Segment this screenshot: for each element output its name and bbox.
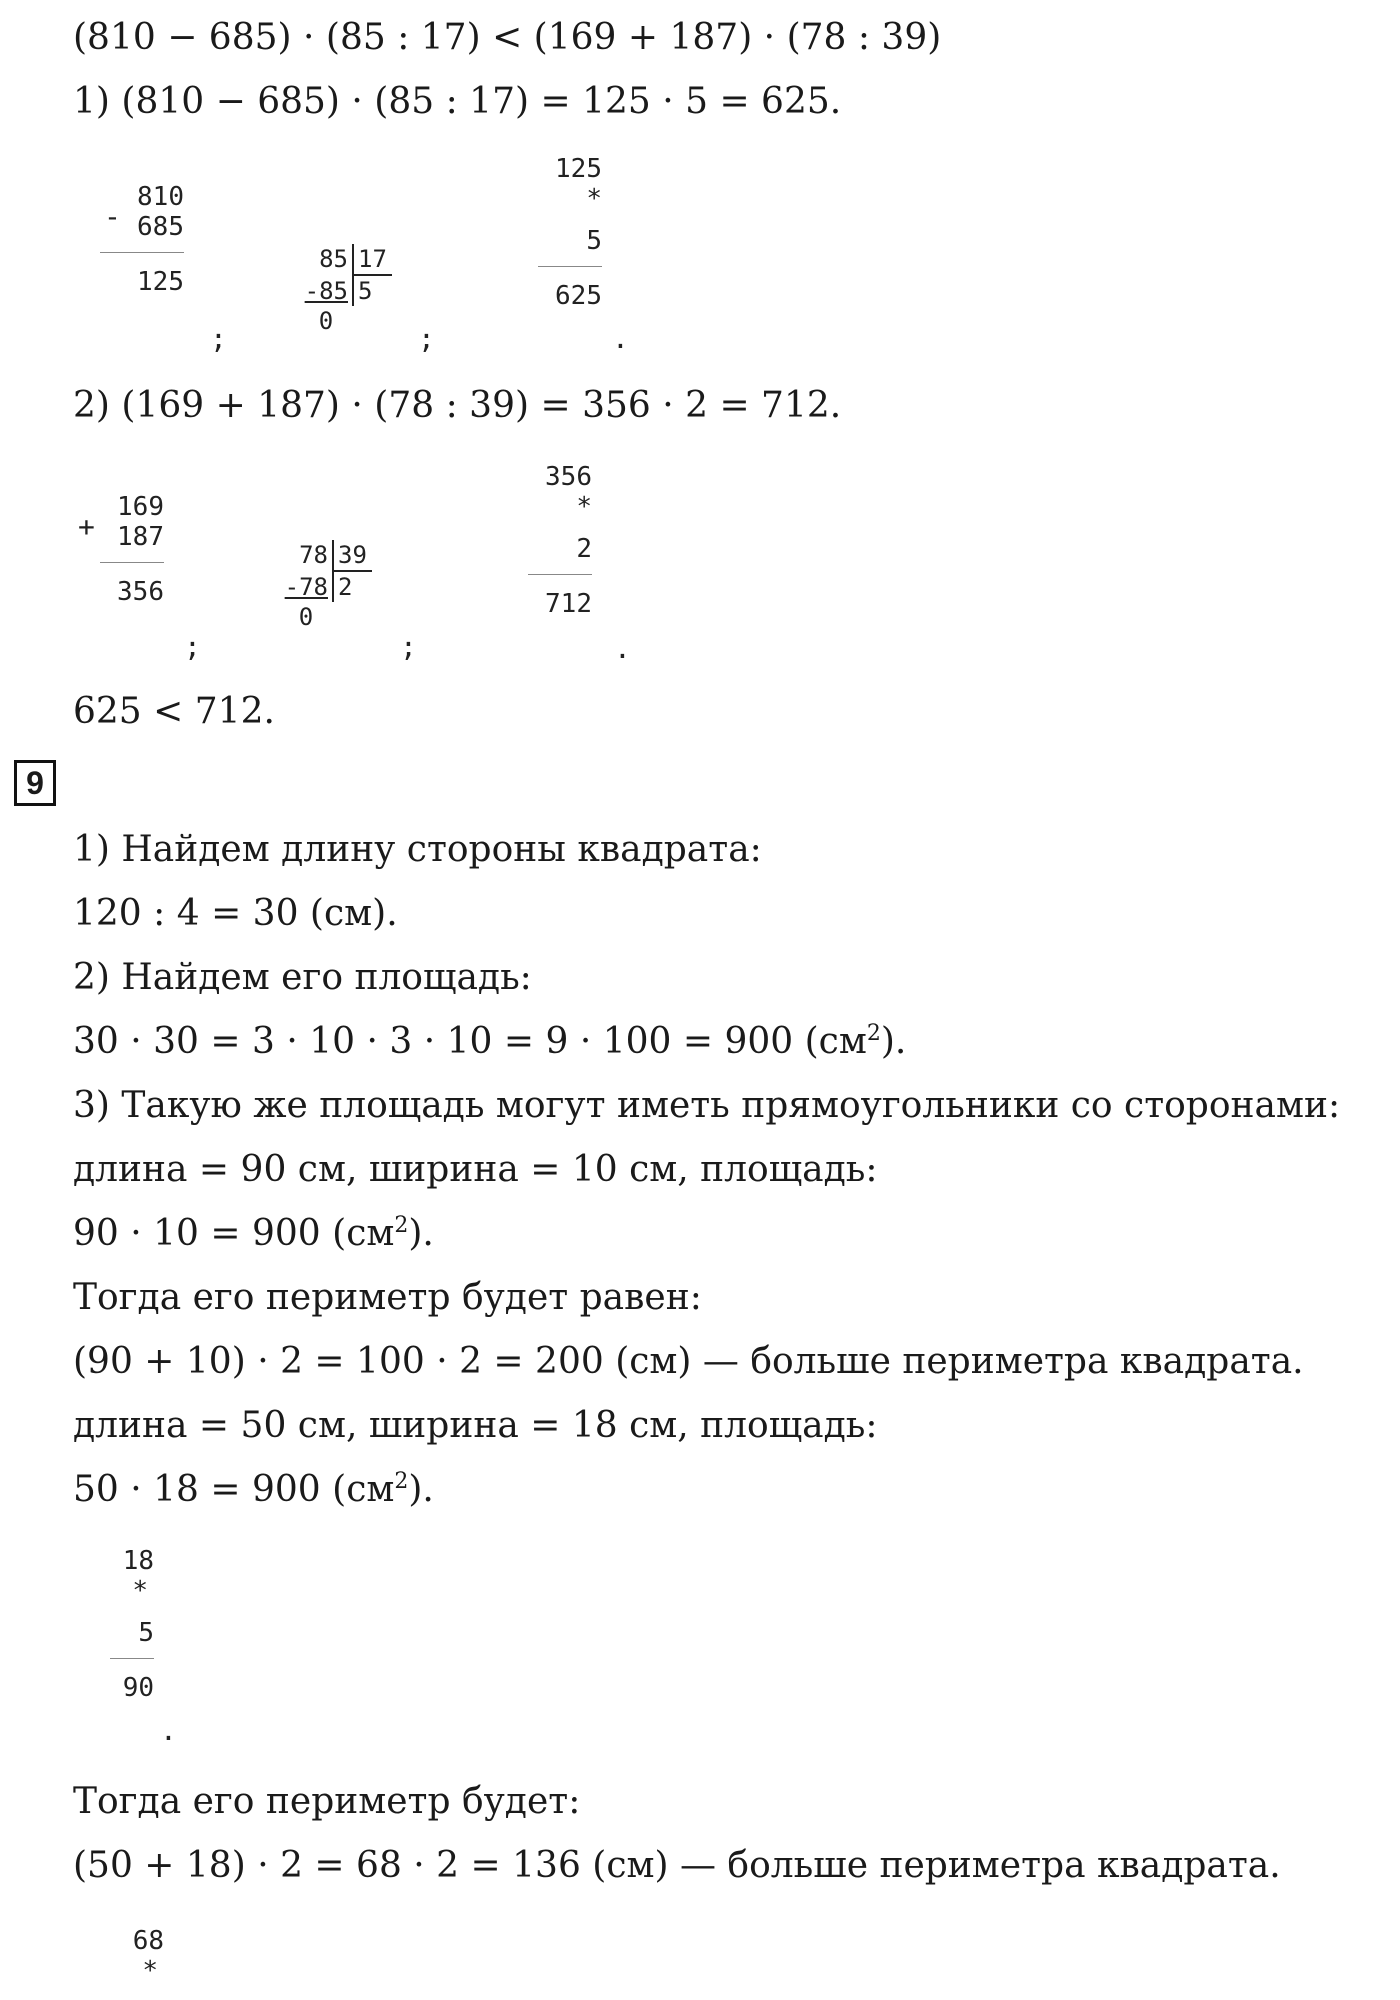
divisor: 39 [332,540,372,572]
solution-step-2: 2) Найдем его площадь: [73,957,532,998]
mul-factor-a: 125 [555,154,602,184]
multiplication-column-3 [110,1546,154,1703]
superscript: 2 [394,1469,409,1494]
rect-2-area [73,1468,434,1512]
solution-step-1: 1) Найдем длину стороны квадрата: [73,829,762,870]
multiplication-column-4 [120,1926,164,1986]
rect-2-perimeter: (50 + 18) · 2 = 68 · 2 = 136 (см) — больше периметра квадрата. [73,1845,1281,1886]
separator-semicolon: ; [418,322,435,355]
closing: ). [880,1021,907,1062]
comparison-result: 625 < 712. [73,691,275,732]
multiplication-column-2 [528,462,592,619]
step-1-expression: 1) (810 − 685) · (85 : 17) = 125 · 5 = 625. [73,81,842,122]
rect-2-perimeter-label: Тогда его периметр будет: [73,1781,581,1822]
mul-result: 90 [122,1673,154,1703]
remainder: 0 [318,307,334,335]
mul-factor-b: 5 [586,226,602,256]
add-result: 356 [117,577,164,607]
subtracted: -78 [284,573,328,601]
closing: ). [408,1213,434,1254]
mul-factor-a: 356 [545,462,592,492]
rect-2-area-text: 50 · 18 = 900 (см [73,1469,395,1510]
mul-rule [110,1658,154,1659]
mul-factor-b: 5 [138,1618,154,1648]
sub-result: 125 [137,267,184,297]
mul-result: 712 [545,589,592,619]
superscript: 2 [866,1021,881,1046]
mul-rule [528,574,592,575]
solution-step-3: 3) Такую же площадь могут иметь прямоугольники со сторонами: [73,1085,1341,1126]
long-division-1 [304,244,392,336]
separator-dot: . [614,632,631,665]
sub-sign: - [104,200,121,233]
sub-subtrahend: 685 [137,212,184,242]
multiplication-column-1 [538,154,602,311]
addition-column [100,492,164,607]
quotient: 2 [332,572,372,602]
mul-sign: * [132,1576,148,1606]
closing: ). [408,1469,434,1510]
comparison-expression: (810 − 685) · (85 : 17) < (169 + 187) · (78 : 39) [73,17,942,58]
mul-sign: * [586,184,602,214]
long-division-2 [284,540,372,632]
sub-minuend: 810 [137,182,184,212]
subtracted: -85 [304,277,348,305]
area-calc-text: 30 · 30 = 3 · 10 · 3 · 10 = 9 · 100 = 900 (см [73,1021,867,1062]
mul-sign: * [576,492,592,522]
dividend: 85 [319,245,348,273]
mul-sign: * [142,1956,158,1986]
remainder: 0 [298,603,314,631]
superscript: 2 [394,1213,409,1238]
task-number-badge: 9 [14,760,56,806]
step-2-expression: 2) (169 + 187) · (78 : 39) = 356 · 2 = 712. [73,385,842,426]
side-length-calc: 120 : 4 = 30 (см). [73,893,398,934]
rect-1-perimeter-label: Тогда его периметр будет равен: [73,1277,702,1318]
rect-1-perimeter: (90 + 10) · 2 = 100 · 2 = 200 (см) — больше периметра квадрата. [73,1341,1304,1382]
add-sign: + [78,510,95,543]
separator-semicolon: ; [210,322,227,355]
add-term-a: 169 [117,492,164,522]
rect-1-area [73,1212,434,1256]
separator-semicolon: ; [400,630,417,663]
divisor: 17 [352,244,392,276]
area-calc [73,1020,906,1064]
add-rule [100,562,164,563]
mul-factor-b: 2 [576,534,592,564]
quotient: 5 [352,276,392,306]
mul-rule [538,266,602,267]
dividend: 78 [299,541,328,569]
mul-result: 625 [555,281,602,311]
separator-semicolon: ; [184,630,201,663]
separator-dot: . [612,322,629,355]
rect-2-dims: длина = 50 см, ширина = 18 см, площадь: [73,1405,878,1446]
sub-rule [100,252,184,253]
rect-1-dims: длина = 90 см, ширина = 10 см, площадь: [73,1149,878,1190]
add-term-b: 187 [117,522,164,552]
separator-dot: . [160,1714,177,1747]
rect-1-area-text: 90 · 10 = 900 (см [73,1213,395,1254]
mul-factor-a: 68 [132,1926,164,1956]
mul-factor-a: 18 [122,1546,154,1576]
